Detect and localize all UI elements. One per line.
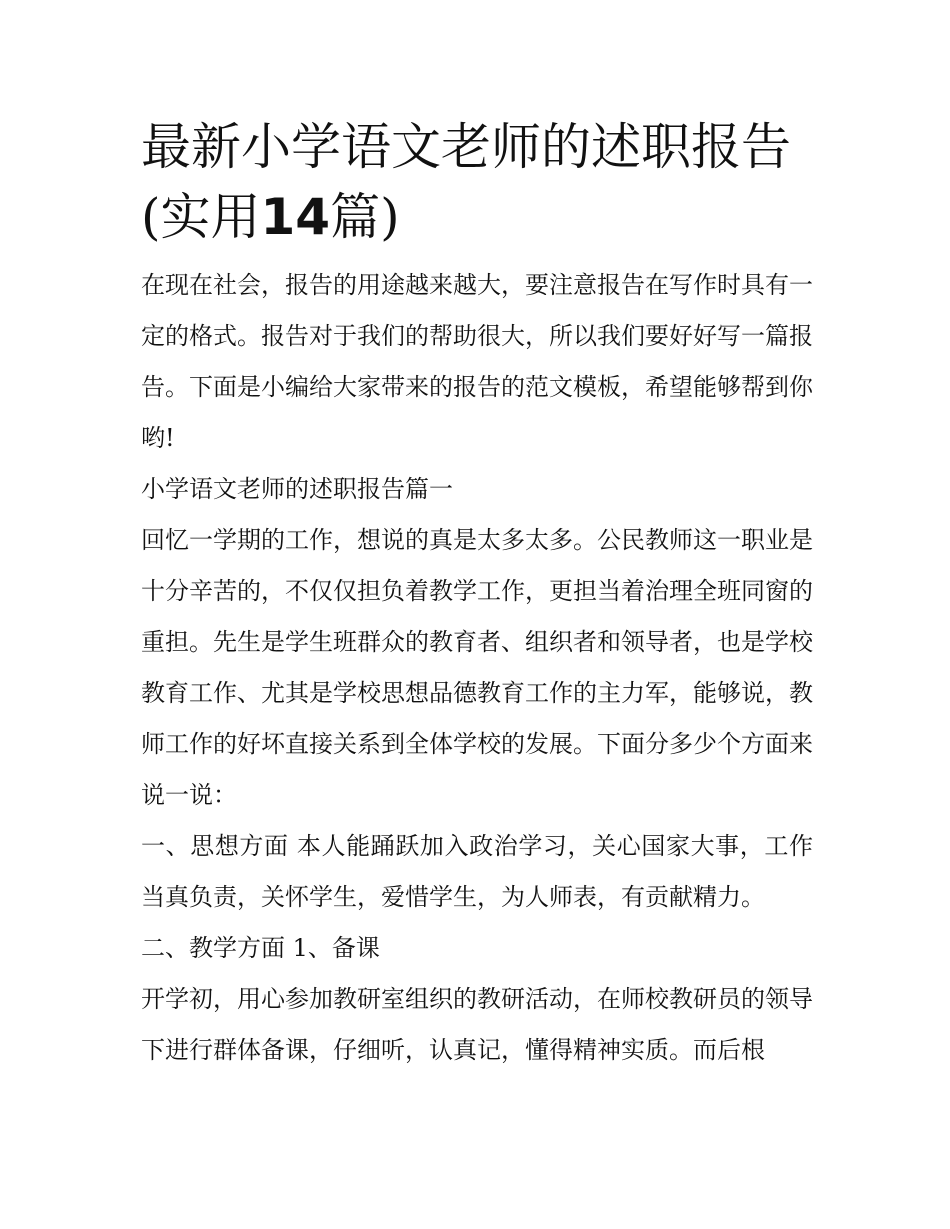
body-paragraph: 回忆一学期的工作，想说的真是太多太多。公民教师这一职业是十分辛苦的，不仅仅担负着教学工作，更担当着治理全班同窗的重担。先生是学生班群众的教育者、组织者和领导者，也是学校教育工作、尤其是学校思想品德教育工作的主力军，能够说，教师工作的好坏直接关系到全体学校的发展。下面分多少个方面来说一说： bbox=[141, 526, 813, 809]
title-line-2-close: 篇) bbox=[330, 188, 400, 246]
body-paragraph: 一、思想方面 本人能踊跃加入政治学习，关心国家大事，工作当真负责，关怀学生，爱惜学生，为人师表，有贡献精力。 bbox=[141, 832, 813, 911]
title-line-2-number: 14 bbox=[260, 188, 331, 246]
intro-paragraph: 在现在社会，报告的用途越来越大，要注意报告在写作时具有一定的格式。报告对于我们的帮助很大，所以我们要好好写一篇报告。下面是小编给大家带来的报告的范文模板，希望能够帮到你哟! bbox=[141, 271, 813, 452]
subsection-heading: 二、教学方面 1、备课 bbox=[141, 934, 380, 962]
title-line-2-open: (实用 bbox=[141, 188, 261, 246]
title-line-1: 最新小学语文老师的述职报告 bbox=[141, 118, 791, 176]
section-heading: 小学语文老师的述职报告篇一 bbox=[141, 475, 453, 503]
document-body bbox=[141, 112, 813, 1076]
document-title bbox=[141, 112, 813, 252]
body-paragraph: 开学初，用心参加教研室组织的教研活动，在师校教研员的领导下进行群体备课，仔细听，认真记，懂得精神实质。而后根 bbox=[141, 985, 813, 1064]
